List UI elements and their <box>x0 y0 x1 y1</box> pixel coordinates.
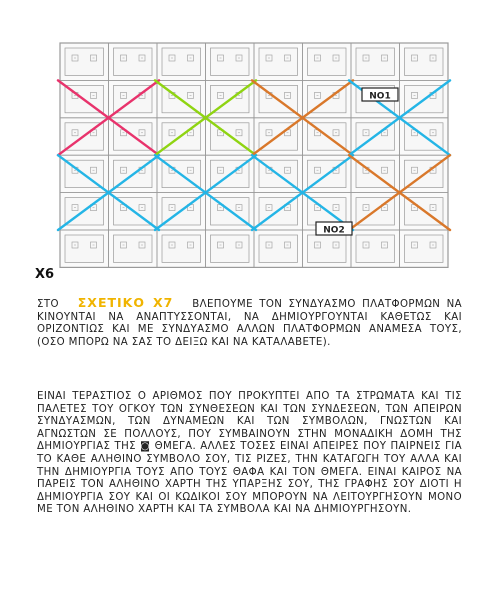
paragraph-1-start: ΣΤΟ <box>37 299 59 310</box>
label-no1-text: ΝΟ1 <box>369 91 391 102</box>
label-no2-text: ΝΟ2 <box>323 225 345 236</box>
label-no1 <box>362 88 398 102</box>
paragraph-1-rest: ΒΛΕΠΟΥΜΕ ΤΟΝ ΣΥΝΔΥΑΣΜΟ ΠΛΑΤΦΟΡΜΩΝ ΝΑ ΚΙΝΟΥΝΤΑΙ ΝΑ ΑΝΑΠΤΥΣΣΟΝΤΑΙ, ΝΑ ΔΗΜΙΟΥΡΓΟΥΝΤΑΙ ΚΑΘΕΤΩΣ ΚΑΙ ΟΡΙΖΟΝΤΙΩΣ ΚΑΙ ΜΕ ΣΥΝΔΥΑΣΜΟ ΑΛΛΩΝ ΠΛΑΤΦΟΡΜΩΝ ΑΝΑΜΕΣΑ ΤΟΥΣ, (ΟΣΟ ΜΠΟΡΩ ΝΑ ΣΑΣ ΤΟ ΔΕΙΞΩ ΚΑΙ ΝΑ ΚΑΤΑΛΑΒΕΤΕ). <box>37 299 462 348</box>
figure-caption: X6 <box>35 267 55 282</box>
paragraph-2: ΕΙΝΑΙ ΤΕΡΑΣΤΙΟΣ Ο ΑΡΙΘΜΟΣ ΠΟΥ ΠΡΟΚΥΠΤΕΙ ΑΠΟ ΤΑ ΣΤΡΩΜΑΤΑ ΚΑΙ ΤΙΣ ΠΑΛΕΤΕΣ ΤΟΥ ΟΓΚΟΥ ΤΩΝ ΣΥΝΘΕΣΕΩΝ ΚΑΙ ΤΩΝ ΣΥΝΔΕΣΕΩΝ, ΤΩΝ ΑΠΕΙΡΩΝ ΣΥΝΔΥΑΣΜΩΝ, ΤΩΝ ΔΥΝΑΜΕΩΝ ΚΑΙ ΤΩΝ ΣΥΜΒΟΛΩΝ, ΓΝΩΣΤΩΝ ΚΑΙ ΑΓΝΩΣΤΩΝ ΣΕ ΠΟΛΛΟΥΣ, ΠΟΥ ΣΥΜΒΑΙΝΟΥΝ ΣΤΗΝ ΜΟΝΑΔΙΚΗ ΔΟΜΗ ΤΗΣ ΔΗΜΙΟΥΡΓΙΑΣ ΤΗΣ ◙ ΘΜΕΓΑ. ΑΛΛΕΣ ΤΟΣΕΣ ΕΙΝΑΙ ΑΠΕΙΡΕΣ ΠΟΥ ΠΑΙΡΝΕΙΣ ΓΙΑ ΤΟ ΚΑΘΕ ΑΛΗΘΙΝΟ ΣΥΜΒΟΛΟ ΣΟΥ, ΤΙΣ ΡΙΖΕΣ, ΤΗΝ ΚΑΤΑΓΩΓΗ ΤΟΥ ΑΛΛΑ ΚΑΙ ΤΗΝ ΔΗΜΙΟΥΡΓΙΑ ΤΟΥΣ ΑΠΟ ΤΟΥΣ ΘΑΦΑ ΚΑΙ ΤΟΝ ΘΜΕΓΑ. ΕΙΝΑΙ ΚΑΙΡΟΣ ΝΑ ΠΑΡΕΙΣ ΤΟΝ ΑΛΗΘΙΝΟ ΧΑΡΤΗ ΤΗΣ ΥΠΑΡΞΗΣ ΣΟΥ, ΤΗΣ ΓΡΑΦΗΣ ΣΟΥ ΔΙΟΤΙ Η ΔΗΜΙΟΥΡΓΙΑ ΣΟΥ ΚΑΙ ΟΙ ΚΩΔΙΚΟΙ ΣΟΥ ΜΠΟΡΟΥΝ ΝΑ ΛΕΙΤΟΥΡΓΗΣΟΥΝ ΜΟΝΟ ΜΕ ΤΟΝ ΑΛΗΘΙΝΟ ΧΑΡΤΗ ΚΑΙ ΤΑ ΣΥΜΒΟΛΑ ΚΑΙ ΝΑ ΔΗΜΙΟΥΡΓΗΣΟΥΝ. <box>37 391 462 516</box>
highlight-reference: ΣΧΕΤΙΚΟ Χ7 <box>77 295 174 310</box>
platform-diagram <box>0 0 492 290</box>
label-no2 <box>316 222 352 236</box>
paragraph-1 <box>37 297 462 349</box>
